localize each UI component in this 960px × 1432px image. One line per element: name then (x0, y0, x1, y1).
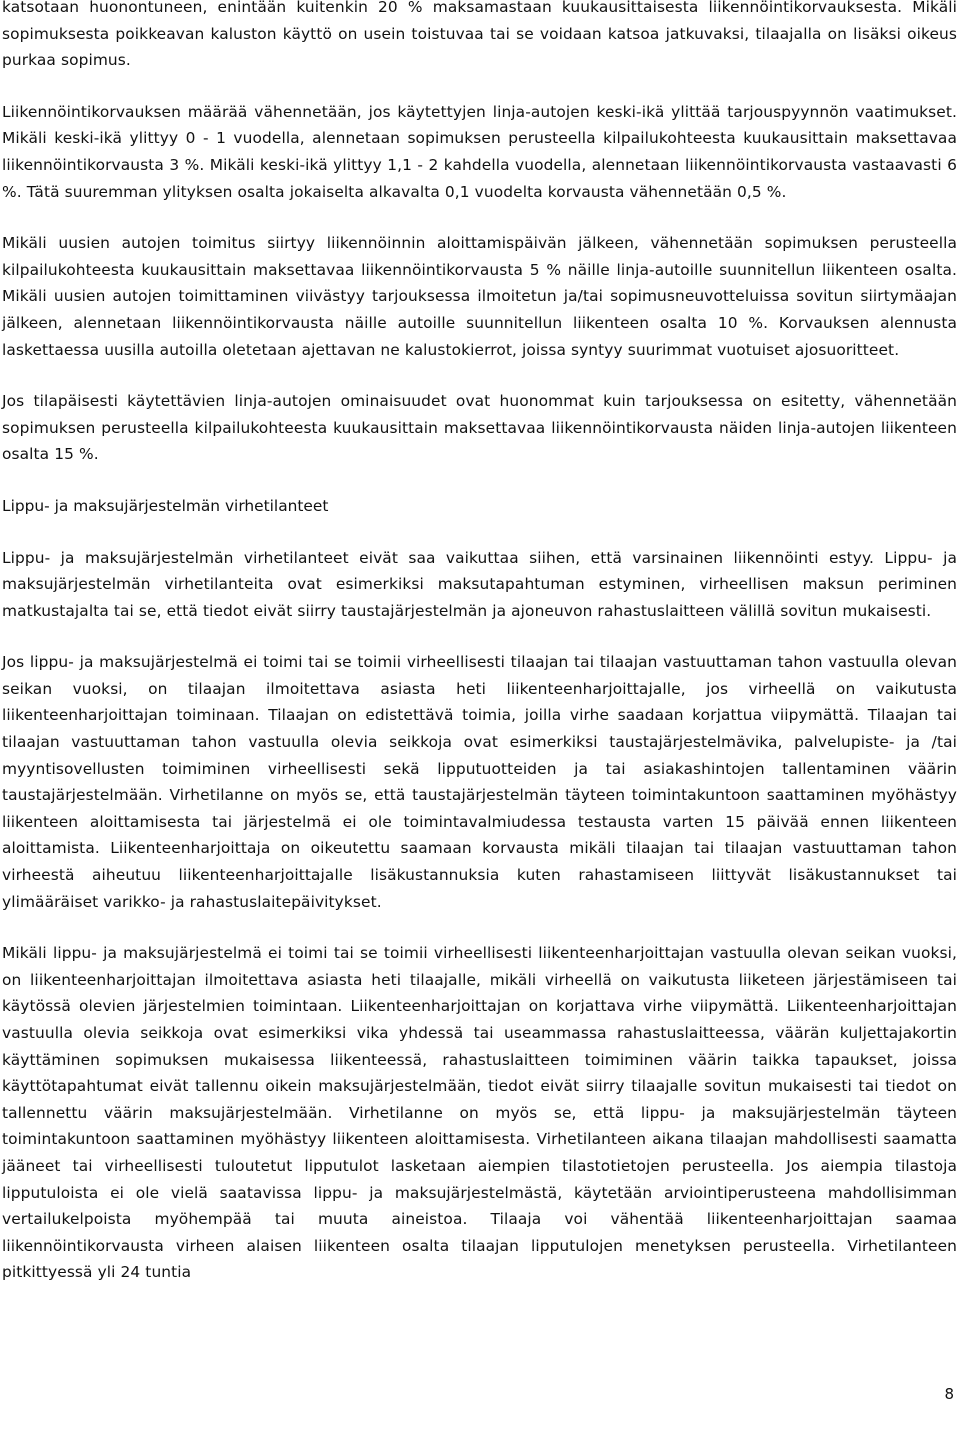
paragraph-temporary-vehicles: Jos tilapäisesti käytettävien linja-autojen ominaisuudet ovat huonommat kuin tarjouksessa on esitetty, vähennetään sopimuksen perusteella kilpailukohteesta kuukausittain maksettavaa liikennöintikorvausta näiden linja-autojen liikenteen osalta 15 %. (2, 392, 957, 464)
paragraph-vehicle-deviation: katsotaan huonontuneen, enintään kuitenkin 20 % maksamastaan kuukausittaisesta liikennöintikorvauksesta. Mikäli sopimuksesta poikkeavan kaluston käyttö on usein toistuvaa tai se voidaan katsoa jatkuvaksi, tilaajalla on lisäksi oikeus purkaa sopimus. (2, 0, 957, 70)
paragraph-new-vehicle-delay: Mikäli uusien autojen toimitus siirtyy liikennöinnin aloittamispäivän jälkeen, vähennetään sopimuksen perusteella kilpailukohteesta kuukausittain maksettavaa liikennöintikorvausta 5 % näille linja-autoille suunnitellun liikenteen osalta. Mikäli uusien autojen toimittaminen viivästyy tarjouksessa ilmoitetun ja/tai sopimusneuvotteluissa sovitun siirtymäajan jälkeen, alennetaan liikennöintikorvausta näille autoille suunnitellun liikenteen osalta 10 %. Korvauksen alennusta laskettaessa uusilla autoilla oletetaan ajettavan ne kalustokierrot, joissa syntyy suurimmat vuotuiset ajosuoritteet. (2, 234, 957, 359)
document-body (2, 0, 957, 1286)
paragraph-average-age-deduction: Liikennöintikorvauksen määrää vähennetään, jos käytettyjen linja-autojen keski-ikä ylittää tarjouspyynnön vaatimukset. Mikäli keski-ikä ylittyy 0 - 1 vuodella, alennetaan sopimuksen perusteella kilpailukohteesta kuukausittain maksettavaa liikennöintikorvausta 3 %. Mikäli keski-ikä ylittyy 1,1 - 2 kahdella vuodella, alennetaan liikennöintikorvausta vastaavasti 6 %. Tätä suuremman ylityksen osalta jokaiselta alkavalta 0,1 vuodelta korvausta vähennetään 0,5 %. (2, 102, 957, 201)
paragraph-operator-responsibility: Mikäli lippu- ja maksujärjestelmä ei toimi tai se toimii virheellisesti liikenteenharjoittajan vastuulla olevan seikan vuoksi, on liikenteenharjoittajan ilmoitettava asiasta heti tilaajalle, mikäli virheellä on vaikutusta liiketeen järjestämiseen tai käytössä olevien järjestelmien toimintaan. Liikenteenharjoittajan on korjattava virhe viipymättä. Liikenteenharjoittajan vastuulla olevia seikkoja ovat esimerkiksi vika yhdessä tai useammassa rahastuslaitteessa, väärän kuljettajakortin käyttäminen sopimuksen mukaisessa liikenteessä, rahastuslaitteen toimiminen väärin taikka tapaukset, joissa käyttötapahtumat eivät tallennu oikein maksujärjestelmään, tiedot eivät siirry tilaajalle sovitun mukaisesti tai tiedot on tallennettu väärin maksujärjestelmään. Virhetilanne on myös se, että lippu- ja maksujärjestelmän täyteen toimintakuntoon saattaminen myöhästyy liikenteen aloittamisesta. Virhetilanteen aikana tilaajan mahdollisesti saamatta jääneet tai virheellisesti tuloutetut lipputulot lasketaan aiempien tilastotietojen perusteella. Jos aiempia tilastoja lipputuloista ei ole vielä saatavissa lippu- ja maksujärjestelmästä, käytetään arviointiperusteena mahdollisimman vertailukelpoista myöhempää tai muuta aineistoa. Tilaaja voi vähentää liikenteenharjoittajan saamaa liikennöintikorvausta virheen alaisen liikenteen osalta tilaajan lipputulojen menetyksen perusteella. Virhetilanteen pitkittyessä yli 24 tuntia (2, 944, 957, 1282)
paragraph-ticketing-errors: Lippu- ja maksujärjestelmän virhetilanteet eivät saa vaikuttaa siihen, että varsinainen liikennöinti estyy. Lippu- ja maksujärjestelmän virhetilanteita ovat esimerkiksi maksutapahtuman estyminen, virheellisen maksun periminen matkustajalta tai se, että tiedot eivät siirry taustajärjestelmän ja ajoneuvon rahastuslaitteen välillä sovitun mukaisesti. (2, 548, 957, 620)
paragraph-client-responsibility: Jos lippu- ja maksujärjestelmä ei toimi tai se toimii virheellisesti tilaajan tai tilaajan vastuuttaman tahon vastuulla olevan seikan vuoksi, on tilaajan ilmoitettava asiasta heti liikenteenharjoittajalle, jos virheellä on vaikutusta liikenteenharjoittajan toiminaan. Tilaajan on edistettävä toimia, joilla virhe saadaan korjattua viipymättä. Tilaajan tai tilaajan vastuuttaman tahon vastuulla olevia seikkoja ovat esimerkiksi taustajärjestelmävika, palvelupiste- ja /tai myyntisovellusten toimiminen virheellisesti sekä lipputuotteiden ja tai asiakashintojen tallentaminen väärin taustajärjestelmään. Virhetilanne on myös se, että taustajärjestelmän täyteen toimintakuntoon saattaminen myöhästyy liikenteen aloittamisesta tai järjestelmä ei ole toimintavalmiudessa testausta varten 15 päivää ennen liikenteen aloittamista. Liikenteenharjoittaja on oikeutettu saamaan korvausta mikäli tilaajan tai tilaajan vastuuttaman tahon virheestä aiheutuu liikenteenharjoittajalle lisäkustannuksia kuten rahastamiseen liittyvät lisäkustannukset tai ylimääräiset varikko- ja rahastuslaitepäivitykset. (2, 653, 957, 911)
section-heading: Lippu- ja maksujärjestelmän virhetilanteet (2, 496, 329, 515)
page-number: 8 (944, 1385, 954, 1403)
